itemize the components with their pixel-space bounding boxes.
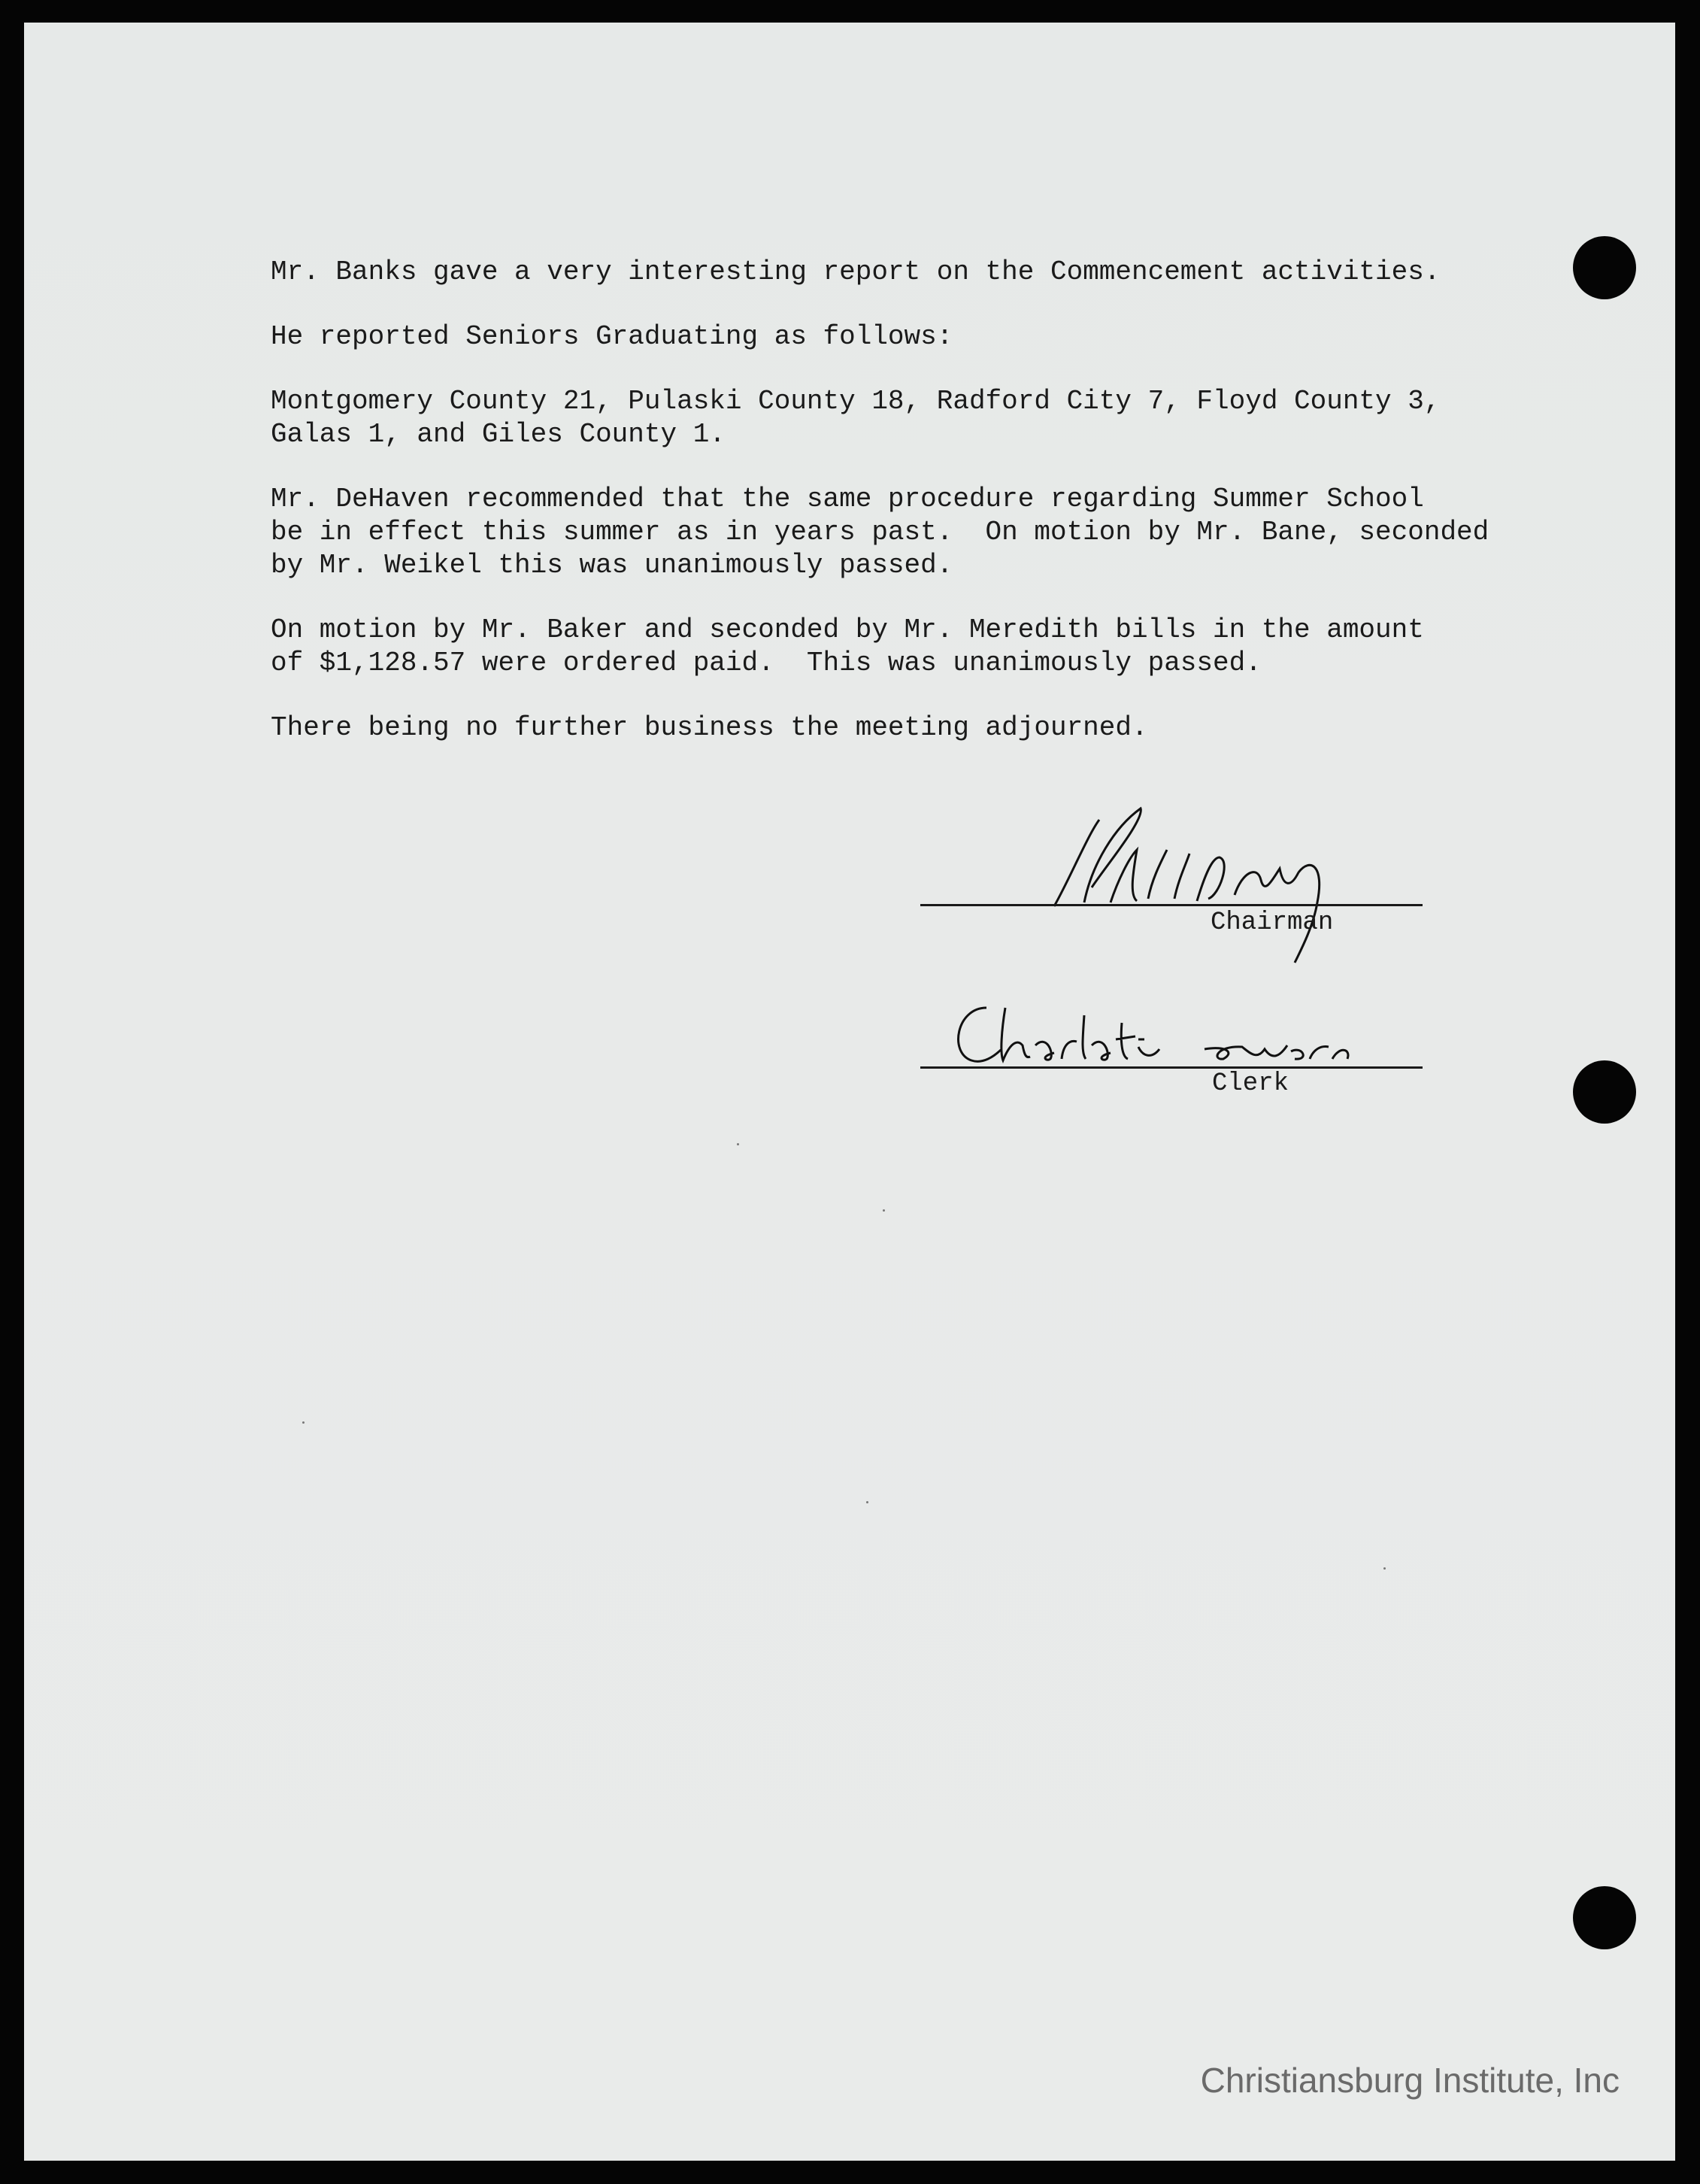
clerk-label: Clerk [1212,1069,1289,1098]
paragraph-seniors-counts: Montgomery County 21, Pulaski County 18, Radford City 7, Floyd County 3, Galas 1, and Giles County 1. [271,386,1441,450]
watermark: Christiansburg Institute, Inc [1200,2061,1620,2100]
paper-speck [866,1501,868,1503]
punch-hole [1573,236,1636,299]
paragraph-summer-school: Mr. DeHaven recommended that the same procedure regarding Summer School be in effect this summer as in years past. On motion by Mr. Bane, seconded by Mr. Weikel this was unanimously passed. [271,484,1489,581]
paper-speck [302,1421,305,1424]
chairman-label: Chairman [1211,908,1334,937]
chairman-signature [1017,775,1362,985]
paragraph-seniors-intro: He reported Seniors Graduating as follows: [271,321,953,352]
document-page [24,23,1675,2161]
clerk-signature [941,993,1438,1075]
chairman-signature-line [920,904,1423,906]
paragraph-adjournment: There being no further business the meeting adjourned. [271,712,1148,743]
clerk-signature-line [920,1066,1423,1069]
paragraph-bills: On motion by Mr. Baker and seconded by Mr. Meredith bills in the amount of $1,128.57 were ordered paid. This was unanimously passed. [271,614,1424,678]
punch-hole [1573,1060,1636,1124]
paragraph-commencement-report: Mr. Banks gave a very interesting report on the Commencement activities. [271,256,1441,287]
document-body [271,256,1549,776]
punch-hole [1573,1886,1636,1949]
paper-speck [1383,1567,1386,1570]
paper-speck [883,1209,885,1212]
paper-speck [737,1143,739,1145]
